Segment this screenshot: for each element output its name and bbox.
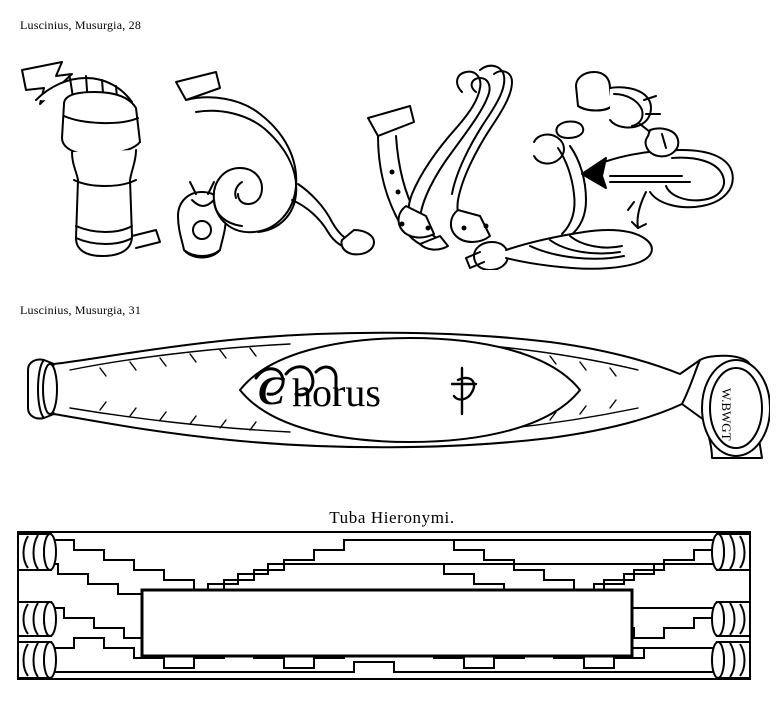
tube-mouth-left-middle	[18, 602, 56, 636]
straight-trumpet-with-ring-icon	[582, 128, 733, 228]
tube-mouth-left-upper	[18, 534, 56, 570]
figure-2-caption: Luscinius, Musurgia, 31	[20, 303, 142, 317]
chorus-label: horus	[292, 370, 381, 415]
rectangular-resonator-box	[142, 590, 632, 656]
figure-3-caption: Tuba Hieronymi.	[329, 508, 455, 527]
tube-mouth-right-middle	[712, 602, 750, 636]
mouthpiece-and-bellows-icon	[466, 230, 652, 270]
chorus-bell-label: W.BWGT	[719, 388, 734, 441]
figure-1-woodcut-wind-instruments	[10, 30, 770, 270]
tube-mouth-right-upper	[712, 534, 750, 570]
crumhorn-with-bell-icon	[22, 62, 160, 256]
figure-3-woodcut-tuba-hieronymi	[14, 528, 754, 683]
small-bell-icon	[576, 72, 660, 132]
tube-mouth-left-lower	[18, 642, 56, 678]
figure-2-woodcut-chorus	[10, 318, 770, 478]
figure-1-caption: Luscinius, Musurgia, 28	[20, 18, 142, 32]
tube-mouth-right-lower	[712, 642, 750, 678]
chorus-label-initial: C	[258, 368, 285, 413]
